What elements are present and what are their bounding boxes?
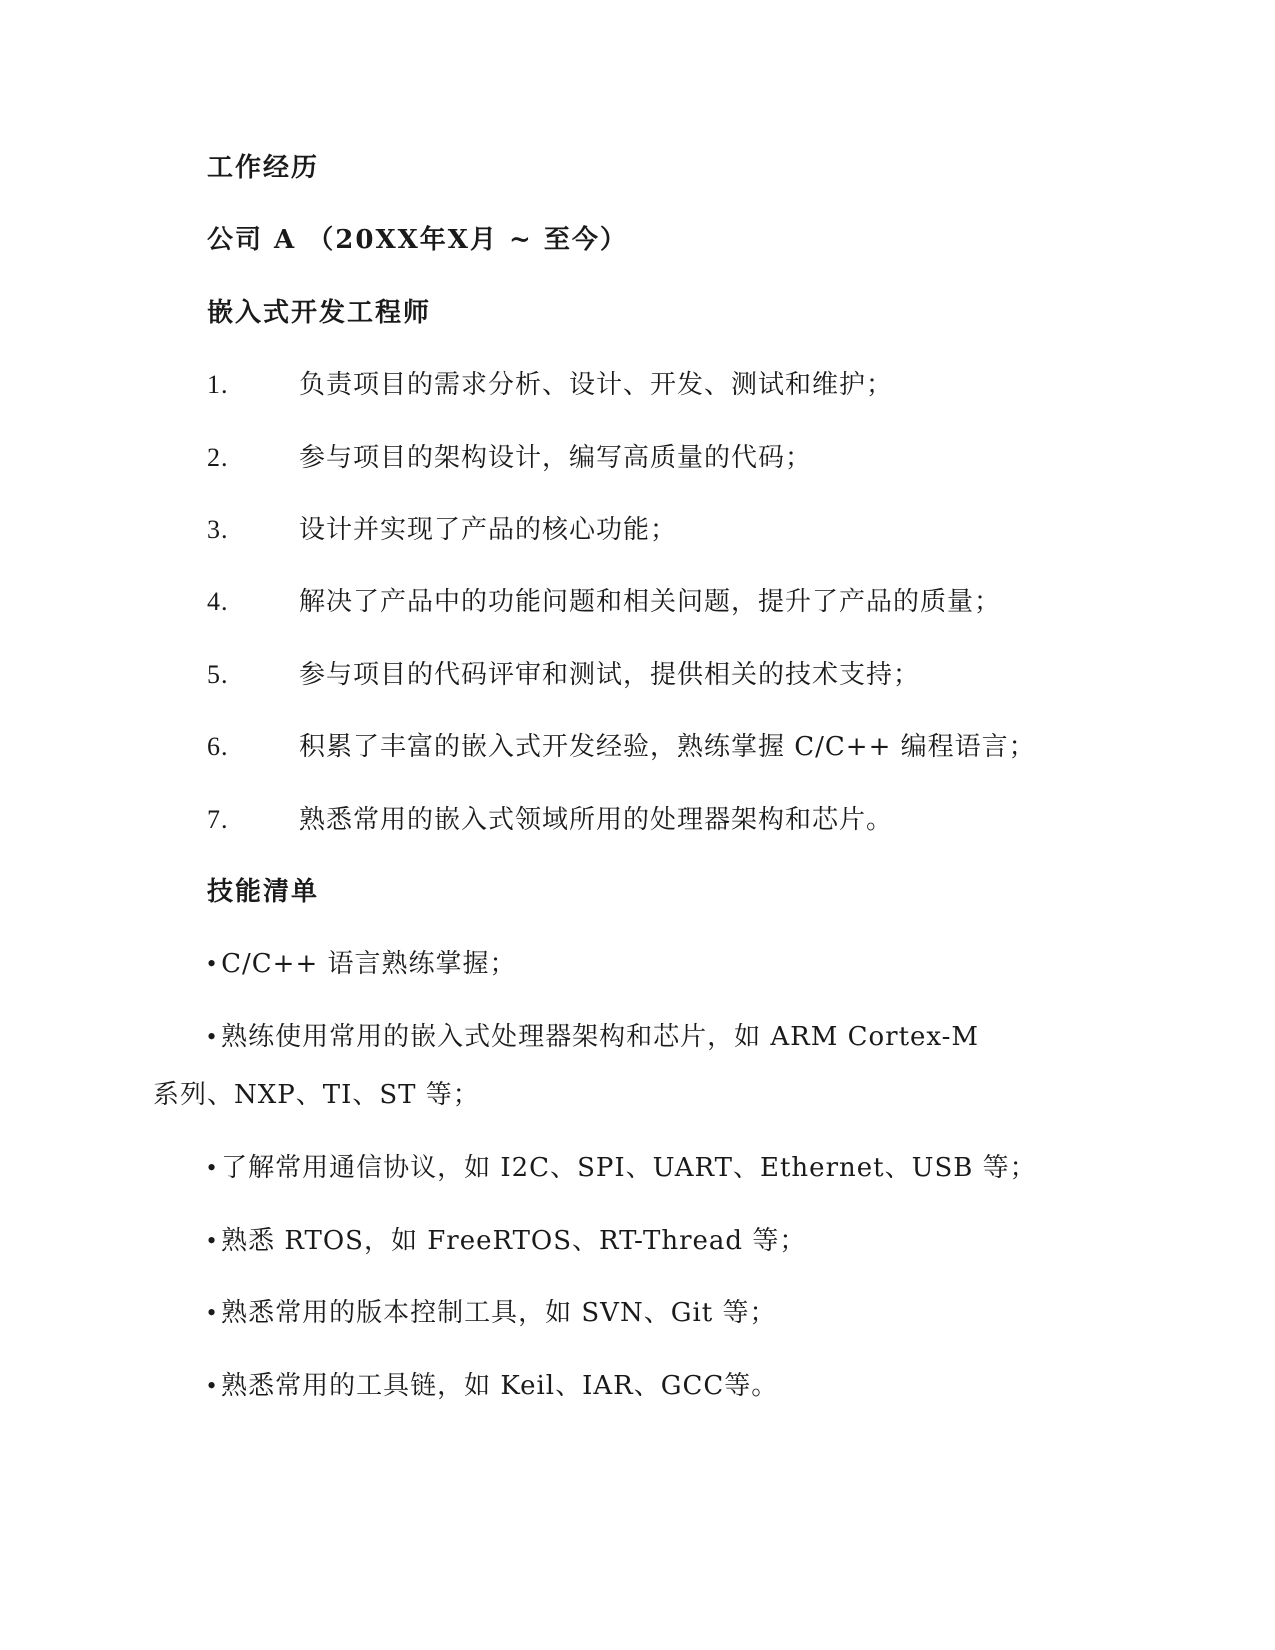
- bullet-icon: •: [207, 1371, 218, 1400]
- duty-item-7: [207, 802, 893, 838]
- skill-text: 熟悉 RTOS，如 FreeRTOS、RT-Thread 等；: [221, 1226, 807, 1256]
- duty-number: 2.: [207, 443, 229, 472]
- duty-item-4: [207, 584, 1001, 620]
- bullet-icon: •: [207, 1226, 218, 1255]
- bullet-icon: •: [207, 1022, 218, 1051]
- duty-item-6: [207, 729, 1036, 765]
- duty-text: 解决了产品中的功能问题和相关问题，提升了产品的质量；: [299, 587, 1002, 617]
- skill-item-2: [207, 1019, 979, 1055]
- skill-item-1: [207, 946, 517, 982]
- duty-number: 7.: [207, 805, 229, 834]
- duty-number: 1.: [207, 370, 229, 399]
- duty-text: 积累了丰富的嵌入式开发经验，熟练掌握 C/C++ 编程语言；: [299, 732, 1036, 762]
- skill-text: 熟悉常用的工具链，如 Keil、IAR、GCC等。: [221, 1371, 779, 1401]
- skill-item-3: [207, 1150, 1037, 1186]
- duty-number: 4.: [207, 587, 229, 616]
- skill-text: C/C++ 语言熟练掌握；: [221, 949, 517, 979]
- duty-text: 设计并实现了产品的核心功能；: [299, 515, 678, 545]
- skill-text: 熟练使用常用的嵌入式处理器架构和芯片，如 ARM Cortex-M: [221, 1022, 980, 1052]
- work-section-title: 工作经历: [207, 153, 320, 183]
- duty-text: 参与项目的代码评审和测试，提供相关的技术支持；: [299, 660, 921, 690]
- duty-item-1: [207, 367, 893, 403]
- skill-text: 熟悉常用的版本控制工具，如 SVN、Git 等；: [221, 1298, 777, 1328]
- bullet-icon: •: [207, 949, 218, 978]
- role-title: 嵌入式开发工程师: [207, 298, 432, 328]
- skill-item-5: [207, 1295, 777, 1331]
- duty-text: 参与项目的架构设计，编写高质量的代码；: [299, 443, 813, 473]
- duty-number: 6.: [207, 732, 229, 761]
- company-line: 公司 A （20XX年X月 ~ 至今）: [207, 225, 628, 255]
- duty-number: 3.: [207, 515, 229, 544]
- skill-item-4: [207, 1223, 806, 1259]
- duty-number: 5.: [207, 660, 229, 689]
- bullet-icon: •: [207, 1298, 218, 1327]
- duty-text: 熟悉常用的嵌入式领域所用的处理器架构和芯片。: [299, 805, 894, 835]
- skill-text: 了解常用通信协议，如 I2C、SPI、UART、Ethernet、USB 等；: [221, 1153, 1037, 1183]
- duty-item-2: [207, 440, 812, 476]
- skill-item-2-continuation: 系列、NXP、TI、ST 等；: [153, 1080, 480, 1110]
- skills-section-title: 技能清单: [207, 877, 320, 907]
- duty-item-5: [207, 657, 920, 693]
- duty-text: 负责项目的需求分析、设计、开发、测试和维护；: [299, 370, 894, 400]
- skill-item-6: [207, 1368, 778, 1404]
- bullet-icon: •: [207, 1153, 218, 1182]
- duty-item-3: [207, 512, 677, 548]
